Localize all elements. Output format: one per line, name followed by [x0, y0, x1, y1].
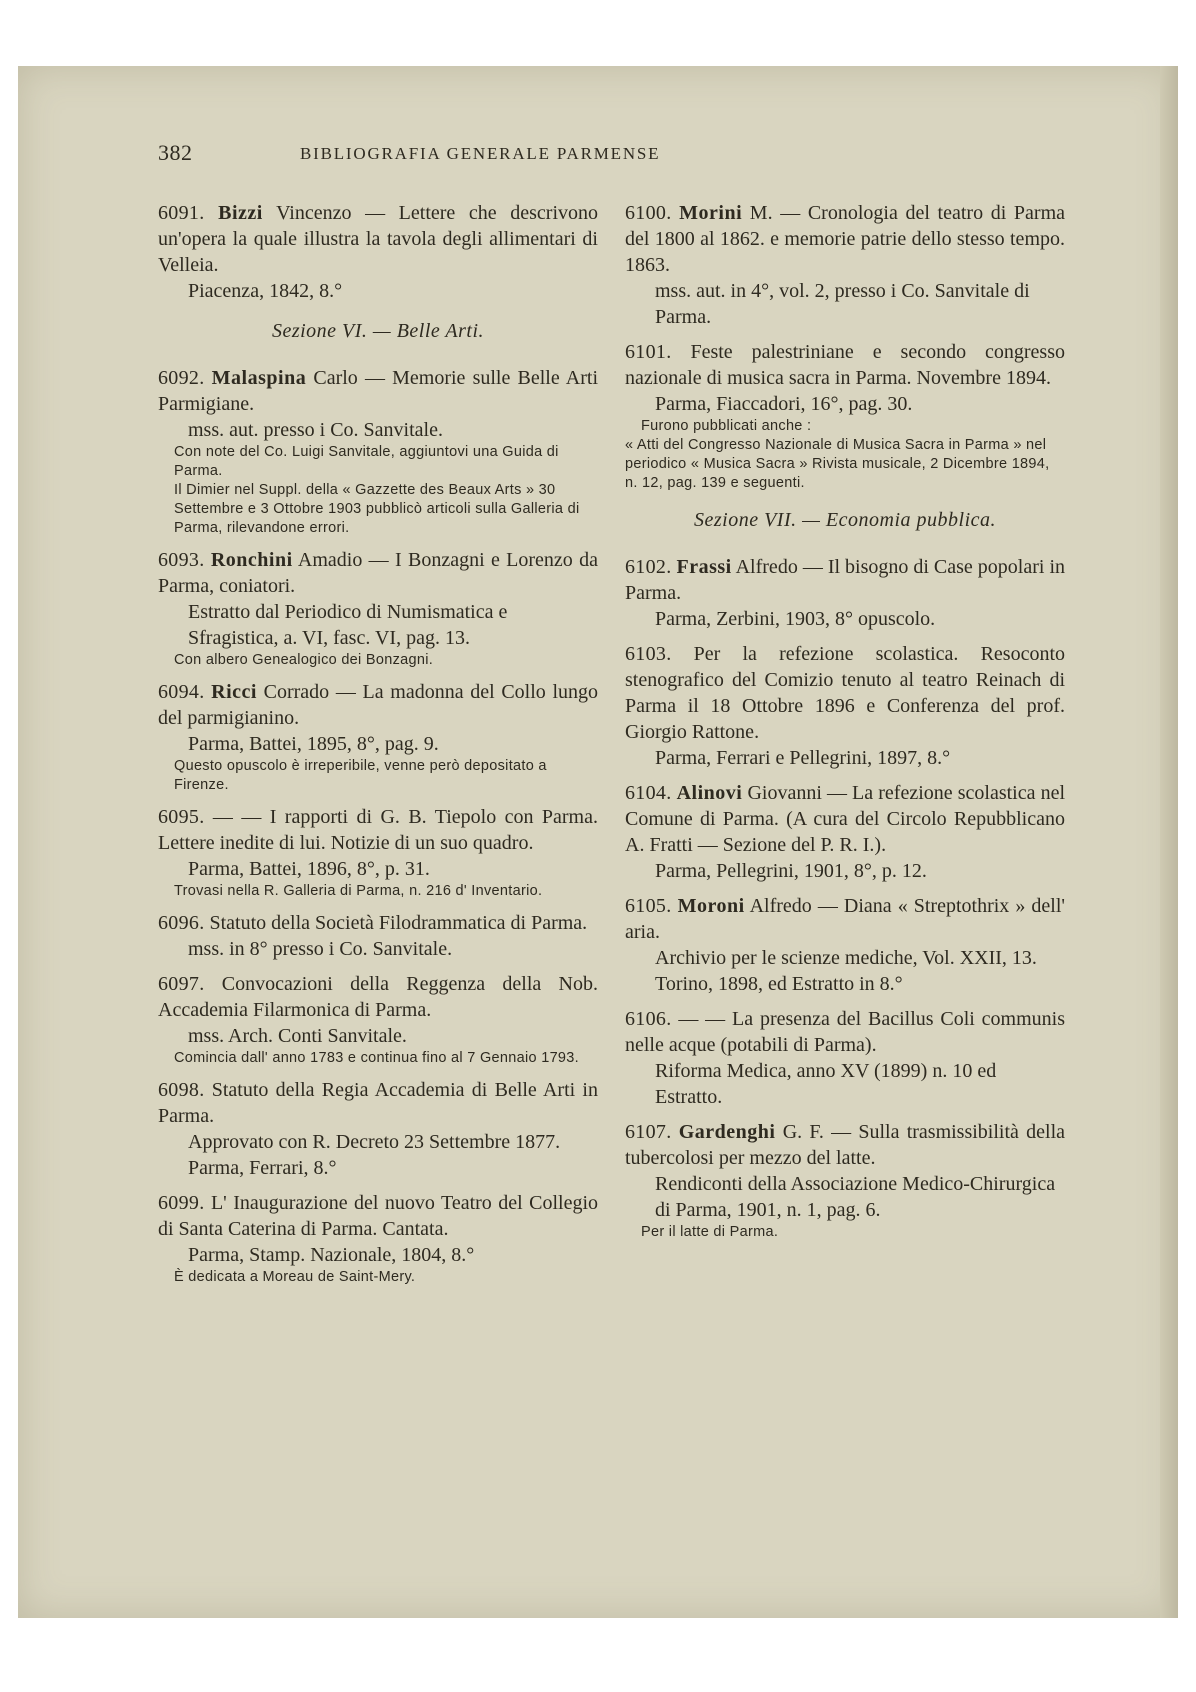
entry-title: Alfredo — Diana « Streptothrix » dell' aria. — [625, 895, 1065, 943]
entry-6097 — [158, 971, 598, 1068]
entry-title: — — I rapporti di G. B. Tiepolo con Parma. Lettere inedite di lui. Notizie di un suo quadro. — [158, 806, 598, 854]
entry-author: Malaspina — [211, 367, 307, 389]
entry-imprint: Parma, Zerbini, 1903, 8° opuscolo. — [655, 608, 936, 630]
entry-imprint: Parma, Battei, 1896, 8°, p. 31. — [188, 858, 430, 880]
entry-imprint: mss. Arch. Conti Sanvitale. — [188, 1025, 407, 1047]
entry-title: Statuto della Società Filodrammatica di Parma. — [204, 912, 588, 934]
entry-title: Convocazioni della Reggenza della Nob. Accademia Filarmonica di Parma. — [158, 973, 598, 1021]
entry-6094 — [158, 679, 598, 795]
entry-note: Trovasi nella R. Galleria di Parma, n. 216 d' Inventario. — [174, 883, 543, 899]
entry-note: Il Dimier nel Suppl. della « Gazzette des Beaux Arts » 30 Settembre e 3 Ottobre 1903 pubblicò articoli sulla Galleria di Parma, rilevandone errori. — [174, 482, 580, 536]
entry-6093 — [158, 547, 598, 670]
entry-imprint: Parma, Stamp. Nazionale, 1804, 8.° — [188, 1244, 475, 1266]
entry-6104 — [625, 780, 1065, 884]
entry-imprint: mss. aut. in 4°, vol. 2, presso i Co. Sanvitale di Parma. — [655, 280, 1030, 328]
entry-title: Amadio — I Bonzagni e Lorenzo da Parma, coniatori. — [158, 549, 599, 597]
entry-title: Vincenzo — Lettere che descrivono un'opera la quale illustra la tavola degli allimentari di Velleia. — [158, 202, 599, 276]
entry-number: 6096. — [158, 912, 205, 934]
entry-6096 — [158, 910, 598, 962]
entry-note: È dedicata a Moreau de Saint-Mery. — [174, 1269, 416, 1285]
entry-number: 6101. — [625, 341, 672, 363]
entry-author: Ricci — [211, 681, 257, 703]
running-title: BIBLIOGRAFIA GENERALE PARMENSE — [300, 144, 661, 163]
entry-6101 — [625, 339, 1065, 493]
entry-title: Giovanni — La refezione scolastica nel Comune di Parma. (A cura del Circolo Repubblicano A. Fratti — Sezione del P. R. I.). — [625, 782, 1065, 856]
entry-imprint: mss. aut. presso i Co. Sanvitale. — [188, 419, 443, 441]
entry-number: 6097. — [158, 973, 205, 995]
entry-imprint: Parma, Battei, 1895, 8°, pag. 9. — [188, 733, 439, 755]
entry-number: 6091. — [158, 202, 205, 224]
entry-author: Gardenghi — [678, 1121, 776, 1143]
entry-number: 6104. — [625, 782, 672, 804]
entry-imprint: Parma, Ferrari e Pellegrini, 1897, 8.° — [655, 747, 951, 769]
entry-note: Comincia dall' anno 1783 e continua fino al 7 Gennaio 1793. — [174, 1050, 579, 1066]
entry-imprint: Rendiconti della Associazione Medico-Chirurgica di Parma, 1901, n. 1, pag. 6. — [655, 1173, 1056, 1221]
entry-number: 6098. — [158, 1079, 205, 1101]
entry-title: Feste palestriniane e secondo congresso nazionale di musica sacra in Parma. Novembre 1894. — [625, 341, 1065, 389]
entry-number: 6105. — [625, 895, 672, 917]
entry-6105 — [625, 893, 1065, 997]
entry-6099 — [158, 1190, 598, 1287]
entry-6095 — [158, 804, 598, 901]
entry-title: — — La presenza del Bacillus Coli communis nelle acque (potabili di Parma). — [625, 1008, 1065, 1056]
page-edge-shadow — [1160, 66, 1178, 1618]
entry-title: G. F. — Sulla trasmissibilità della tubercolosi per mezzo del latte. — [625, 1121, 1065, 1169]
entry-author: Moroni — [677, 895, 745, 917]
entry-author: Frassi — [676, 556, 732, 578]
entry-note: « Atti del Congresso Nazionale di Musica Sacra in Parma » nel periodico « Musica Sacra » Rivista musicale, 2 Dicembre 1894, n. 12, pag. 139 e seguenti. — [625, 437, 1050, 491]
entry-note: Con albero Genealogico dei Bonzagni. — [174, 652, 434, 668]
entry-number: 6095. — [158, 806, 205, 828]
entry-6091 — [158, 200, 598, 304]
entry-number: 6092. — [158, 367, 205, 389]
entry-6102 — [625, 554, 1065, 632]
entry-title: Corrado — La madonna del Collo lungo del parmigianino. — [158, 681, 599, 729]
right-column — [625, 200, 1065, 1251]
entry-6103 — [625, 641, 1065, 771]
entry-6106 — [625, 1006, 1065, 1110]
entry-title: Statuto della Regia Accademia di Belle Arti in Parma. — [158, 1079, 598, 1127]
entry-title: L' Inaugurazione del nuovo Teatro del Collegio di Santa Caterina di Parma. Cantata. — [158, 1192, 598, 1240]
entry-author: Bizzi — [218, 202, 263, 224]
entry-title: Carlo — Memorie sulle Belle Arti Parmigiane. — [158, 367, 599, 415]
entry-imprint: Riforma Medica, anno XV (1899) n. 10 ed Estratto. — [655, 1060, 997, 1108]
entry-note: Furono pubblicati anche : — [641, 418, 812, 434]
entry-number: 6100. — [625, 202, 672, 224]
entry-6107 — [625, 1119, 1065, 1242]
entry-6100 — [625, 200, 1065, 330]
left-column — [158, 200, 598, 1296]
entry-number: 6103. — [625, 643, 672, 665]
entry-number: 6106. — [625, 1008, 672, 1030]
entry-note: Questo opuscolo è irreperibile, venne però depositato a Firenze. — [174, 758, 547, 793]
entry-6092 — [158, 365, 598, 538]
entry-author: Morini — [679, 202, 743, 224]
page-header — [158, 140, 818, 170]
entry-note: Con note del Co. Luigi Sanvitale, aggiuntovi una Guida di Parma. — [174, 444, 559, 479]
entry-number: 6102. — [625, 556, 672, 578]
entry-imprint: Parma, Ferrari, 8.° — [188, 1157, 337, 1179]
entry-imprint: Approvato con R. Decreto 23 Settembre 1877. — [188, 1131, 561, 1153]
page-number: 382 — [158, 140, 193, 165]
entry-number: 6093. — [158, 549, 205, 571]
entry-imprint: Parma, Pellegrini, 1901, 8°, p. 12. — [655, 860, 927, 882]
entry-number: 6107. — [625, 1121, 672, 1143]
entry-note: Per il latte di Parma. — [641, 1224, 779, 1240]
entry-imprint: Parma, Fiaccadori, 16°, pag. 30. — [655, 393, 913, 415]
entry-number: 6094. — [158, 681, 205, 703]
section-heading: Sezione VI. — Belle Arti. — [271, 320, 485, 342]
entry-imprint: mss. in 8° presso i Co. Sanvitale. — [188, 938, 453, 960]
entry-title: M. — Cronologia del teatro di Parma del 1800 al 1862. e memorie patrie dello stesso tempo. 1863. — [625, 202, 1065, 276]
entry-6098 — [158, 1077, 598, 1181]
entry-number: 6099. — [158, 1192, 205, 1214]
entry-imprint: Estratto dal Periodico di Numismatica e Sfragistica, a. VI, fasc. VI, pag. 13. — [188, 601, 508, 649]
entry-title: Per la refezione scolastica. Resoconto stenografico del Comizio tenuto al teatro Reinach di Parma il 18 Ottobre 1896 e Conferenza del prof. Giorgio Rattone. — [625, 643, 1065, 743]
entry-author: Alinovi — [676, 782, 743, 804]
entry-author: Ronchini — [210, 549, 293, 571]
entry-imprint: Piacenza, 1842, 8.° — [188, 280, 343, 302]
section-heading: Sezione VII. — Economia pubblica. — [694, 509, 996, 531]
entry-title: Alfredo — Il bisogno di Case popolari in Parma. — [625, 556, 1066, 604]
entry-imprint: Archivio per le scienze mediche, Vol. XXII, 13. Torino, 1898, ed Estratto in 8.° — [655, 947, 1037, 995]
